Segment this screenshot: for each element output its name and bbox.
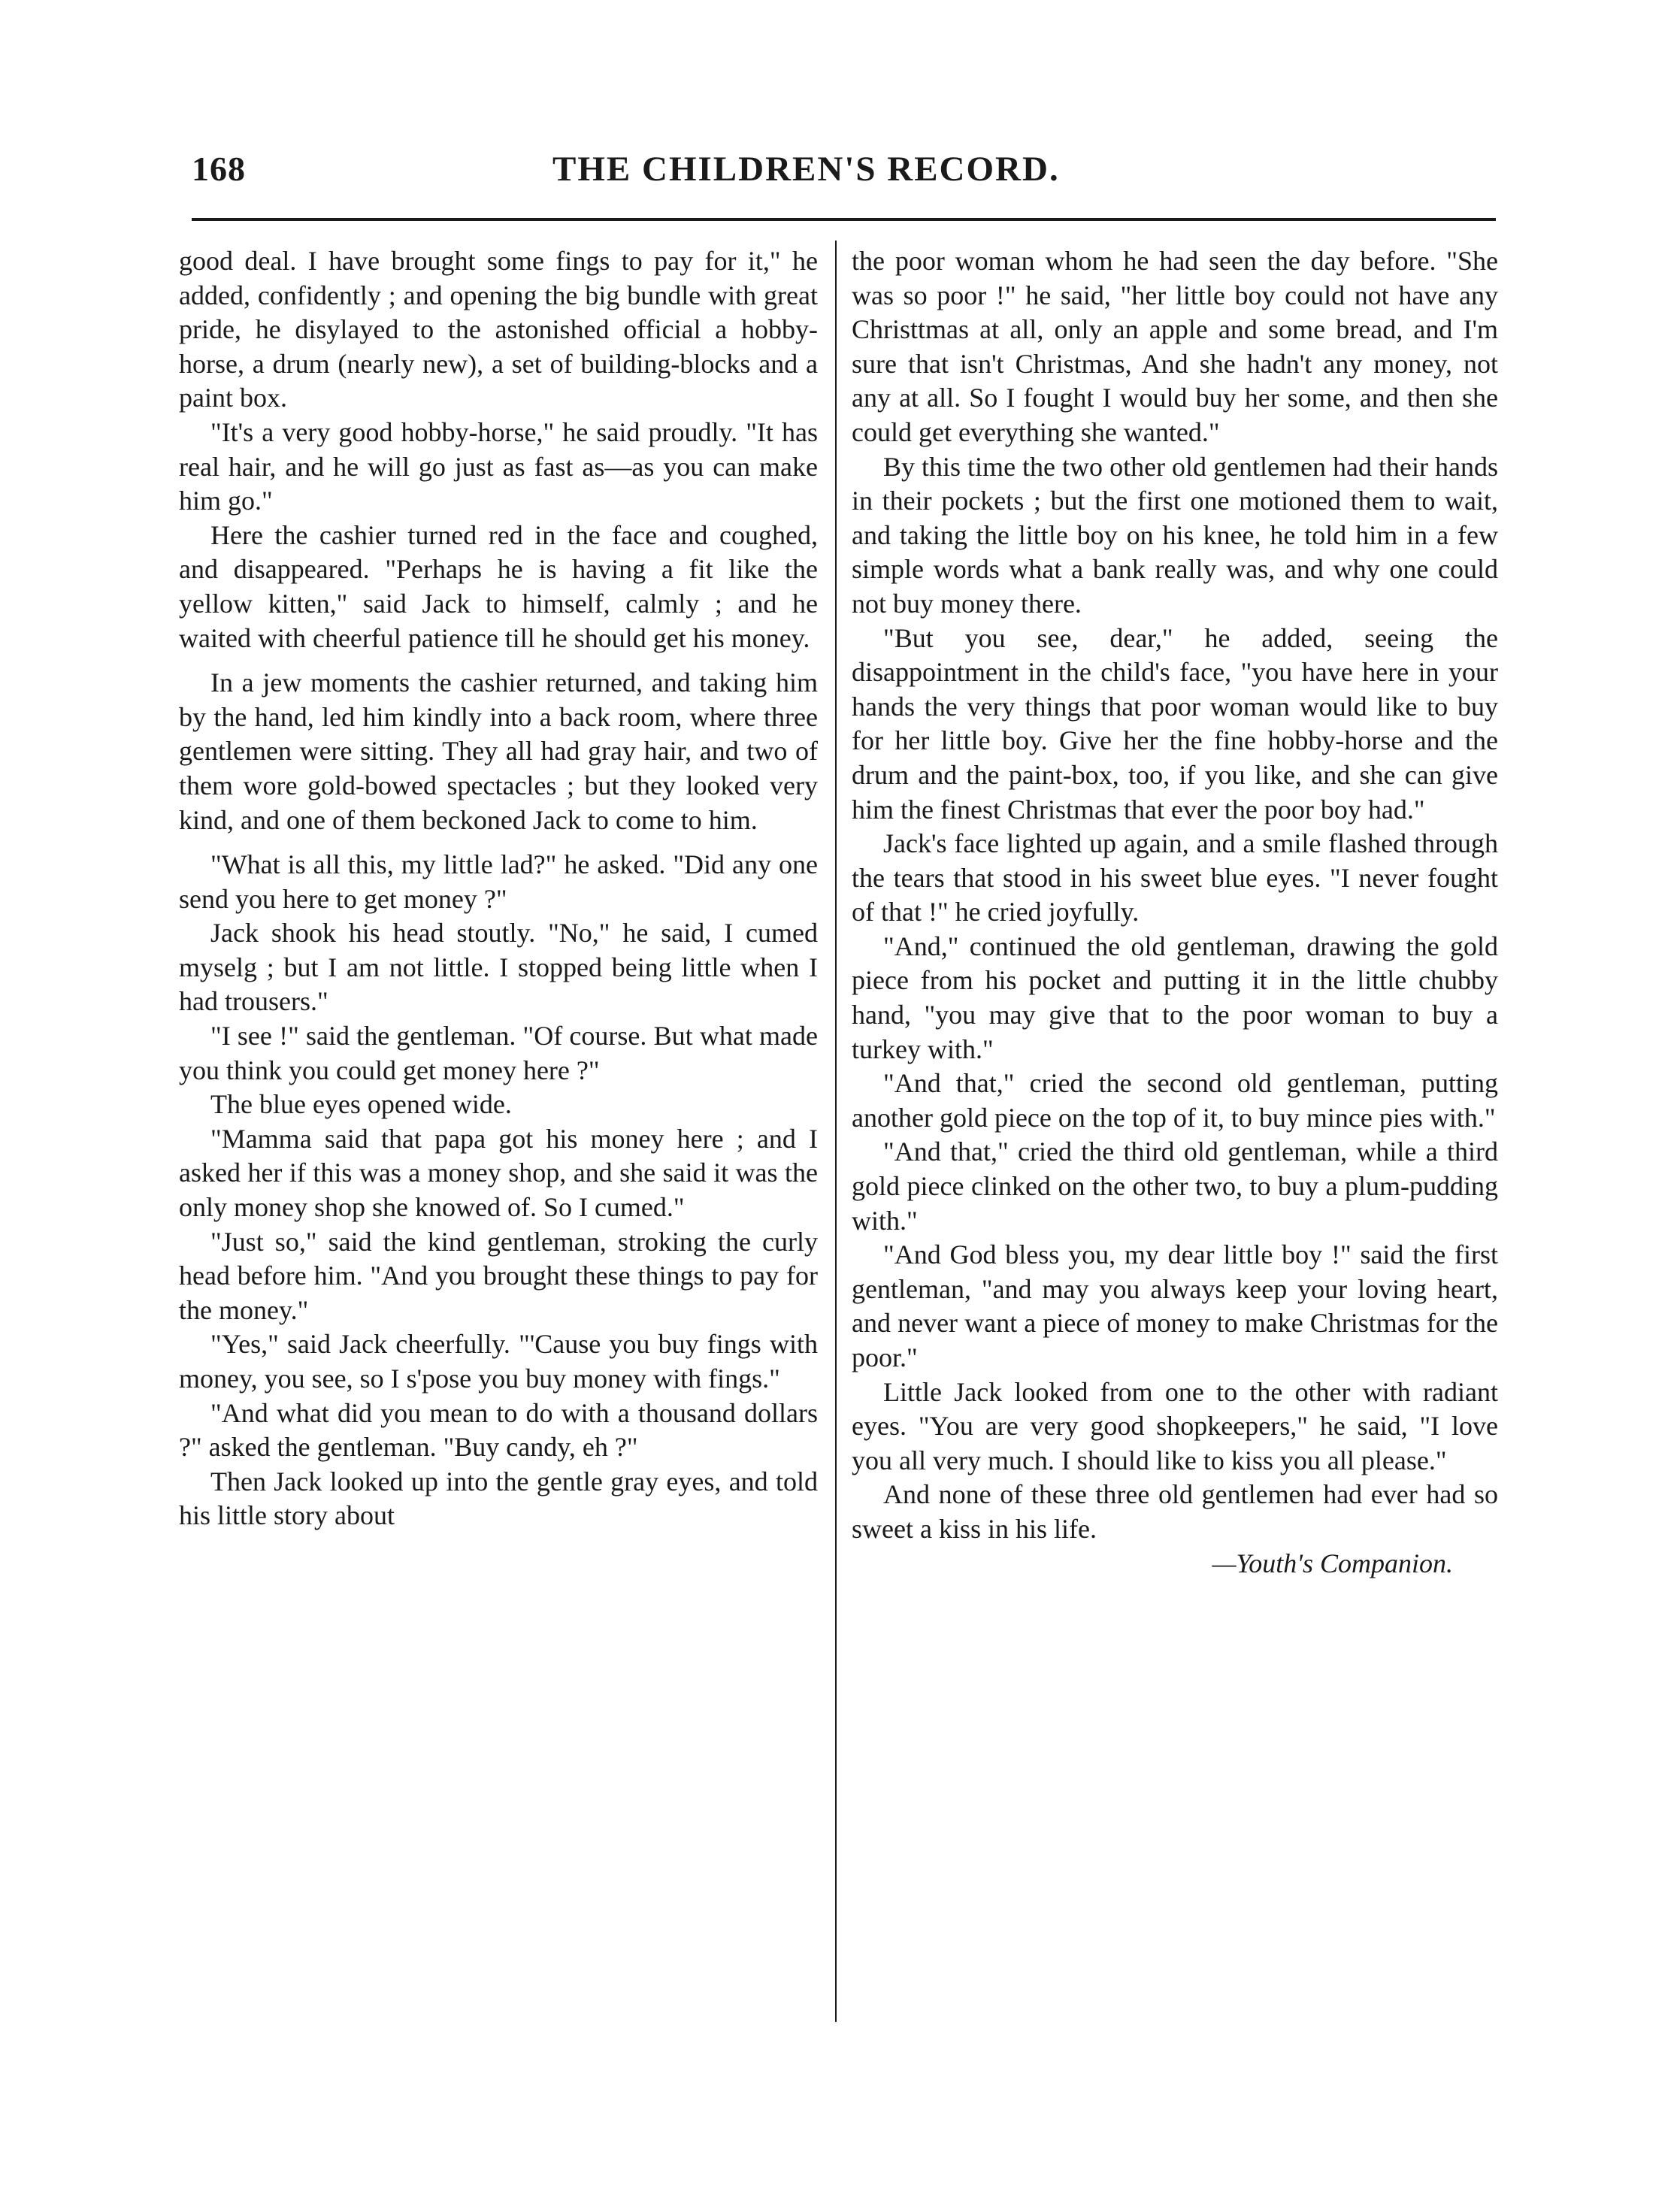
paragraph: "What is all this, my little lad?" he asked. "Did any one send you here to get money ?": [179, 849, 818, 914]
paragraph: "And," continued the old gentleman, drawing the gold piece from his pocket and putting it in the little chubby hand, "you may give that to the poor woman to buy a turkey with.": [852, 931, 1498, 1064]
right-column: [852, 244, 1498, 1581]
paragraph: Then Jack looked up into the gentle gray eyes, and told his little story about: [179, 1466, 818, 1531]
paragraph: The blue eyes opened wide.: [210, 1089, 512, 1120]
paragraph: By this time the two other old gentlemen had their hands in their pockets ; but the first one motioned them to wait, and taking the little boy on his knee, he told him in a few simple words what a bank really was, and why one could not buy money there.: [852, 451, 1498, 619]
paragraph: Jack shook his head stoutly. "No," he said, I cumed myselg ; but I am not little. I stopped being little when I had trousers.": [179, 918, 818, 1017]
paragraph: Jack's face lighted up again, and a smile flashed through the tears that stood in his sweet blue eyes. "I never fought of that !" he cried joyfully.: [852, 828, 1498, 928]
running-header: [192, 149, 1507, 201]
paragraph: "But you see, dear," he added, seeing the disappointment in the child's face, "you have here in your hands the very things that poor woman would like to buy for her little boy. Give her the fine hobby-horse and the drum and the paint-box, too, if you like, and she can give him the finest Christmas that ever the poor boy had.": [852, 622, 1498, 825]
paragraph: Here the cashier turned red in the face and coughed, and disappeared. "Perhaps he is having a fit like the yellow kitten," said Jack to himself, calmly ; and he waited with cheerful patience till he should get his money.: [179, 519, 818, 653]
paragraph: "Yes," said Jack cheerfully. "'Cause you buy fings with money, you see, so I s'pose you buy money with fings.": [179, 1329, 818, 1394]
paragraph: Little Jack looked from one to the other with radiant eyes. "You are very good shopkeepers," he said, "I love you all very much. I should like to kiss you all please.": [852, 1376, 1498, 1475]
paragraph: "And God bless you, my dear little boy !" said the first gentleman, "and may you always keep your loving heart, and never want a piece of money to make Christmas for the poor.": [852, 1239, 1498, 1372]
paragraph: "Just so," said the kind gentleman, stroking the curly head before him. "And you brought these things to pay for the money.": [179, 1226, 818, 1325]
page-title: THE CHILDREN'S RECORD.: [552, 150, 1060, 189]
paragraph: In a jew moments the cashier returned, and taking him by the hand, led him kindly into a back room, where three gentlemen were sitting. They all had gray hair, and two of them wore gold-bowed spectacles ; but they looked very kind, and one of them beckoned Jack to come to him.: [179, 667, 818, 835]
paragraph: "Mamma said that papa got his money here ; and I asked her if this was a money shop, and she said it was the only money shop she knowed of. So I cumed.": [179, 1123, 818, 1223]
paragraph: And none of these three old gentlemen had ever had so sweet a kiss in his life.: [852, 1479, 1498, 1544]
attribution: —Youth's Companion.: [1212, 1548, 1453, 1578]
paragraph: good deal. I have brought some fings to pay for it," he added, confidently ; and opening the big bundle with great pride, he disylayed to the astonished official a hobby-horse, a drum (nearly new), a set of building-blocks and a paint box.: [179, 246, 818, 413]
paragraph: the poor woman whom he had seen the day before. "She was so poor !" he said, "her little boy could not have any Christtmas at all, only an apple and some bread, and I'm sure that isn't Christmas, And she hadn't any money, not any at all. So I fought I would buy her some, and then she could get everything she wanted.": [852, 246, 1498, 447]
header-rule: [192, 218, 1496, 221]
page-number: 168: [192, 150, 246, 188]
paragraph: "It's a very good hobby-horse," he said proudly. "It has real hair, and he will go just as fast as—as you can make him go.": [179, 416, 818, 516]
paragraph: "I see !" said the gentleman. "Of course. But what made you think you could get money here ?": [179, 1021, 818, 1085]
left-column: [179, 244, 818, 1533]
column-divider: [835, 241, 837, 2022]
paragraph: "And that," cried the second old gentleman, putting another gold piece on the top of it, to buy mince pies with.": [852, 1068, 1498, 1133]
paragraph: "And that," cried the third old gentleman, while a third gold piece clinked on the other two, to buy a plum-pudding with.": [852, 1136, 1498, 1236]
paragraph: "And what did you mean to do with a thousand dollars ?" asked the gentleman. "Buy candy, eh ?": [179, 1397, 818, 1463]
